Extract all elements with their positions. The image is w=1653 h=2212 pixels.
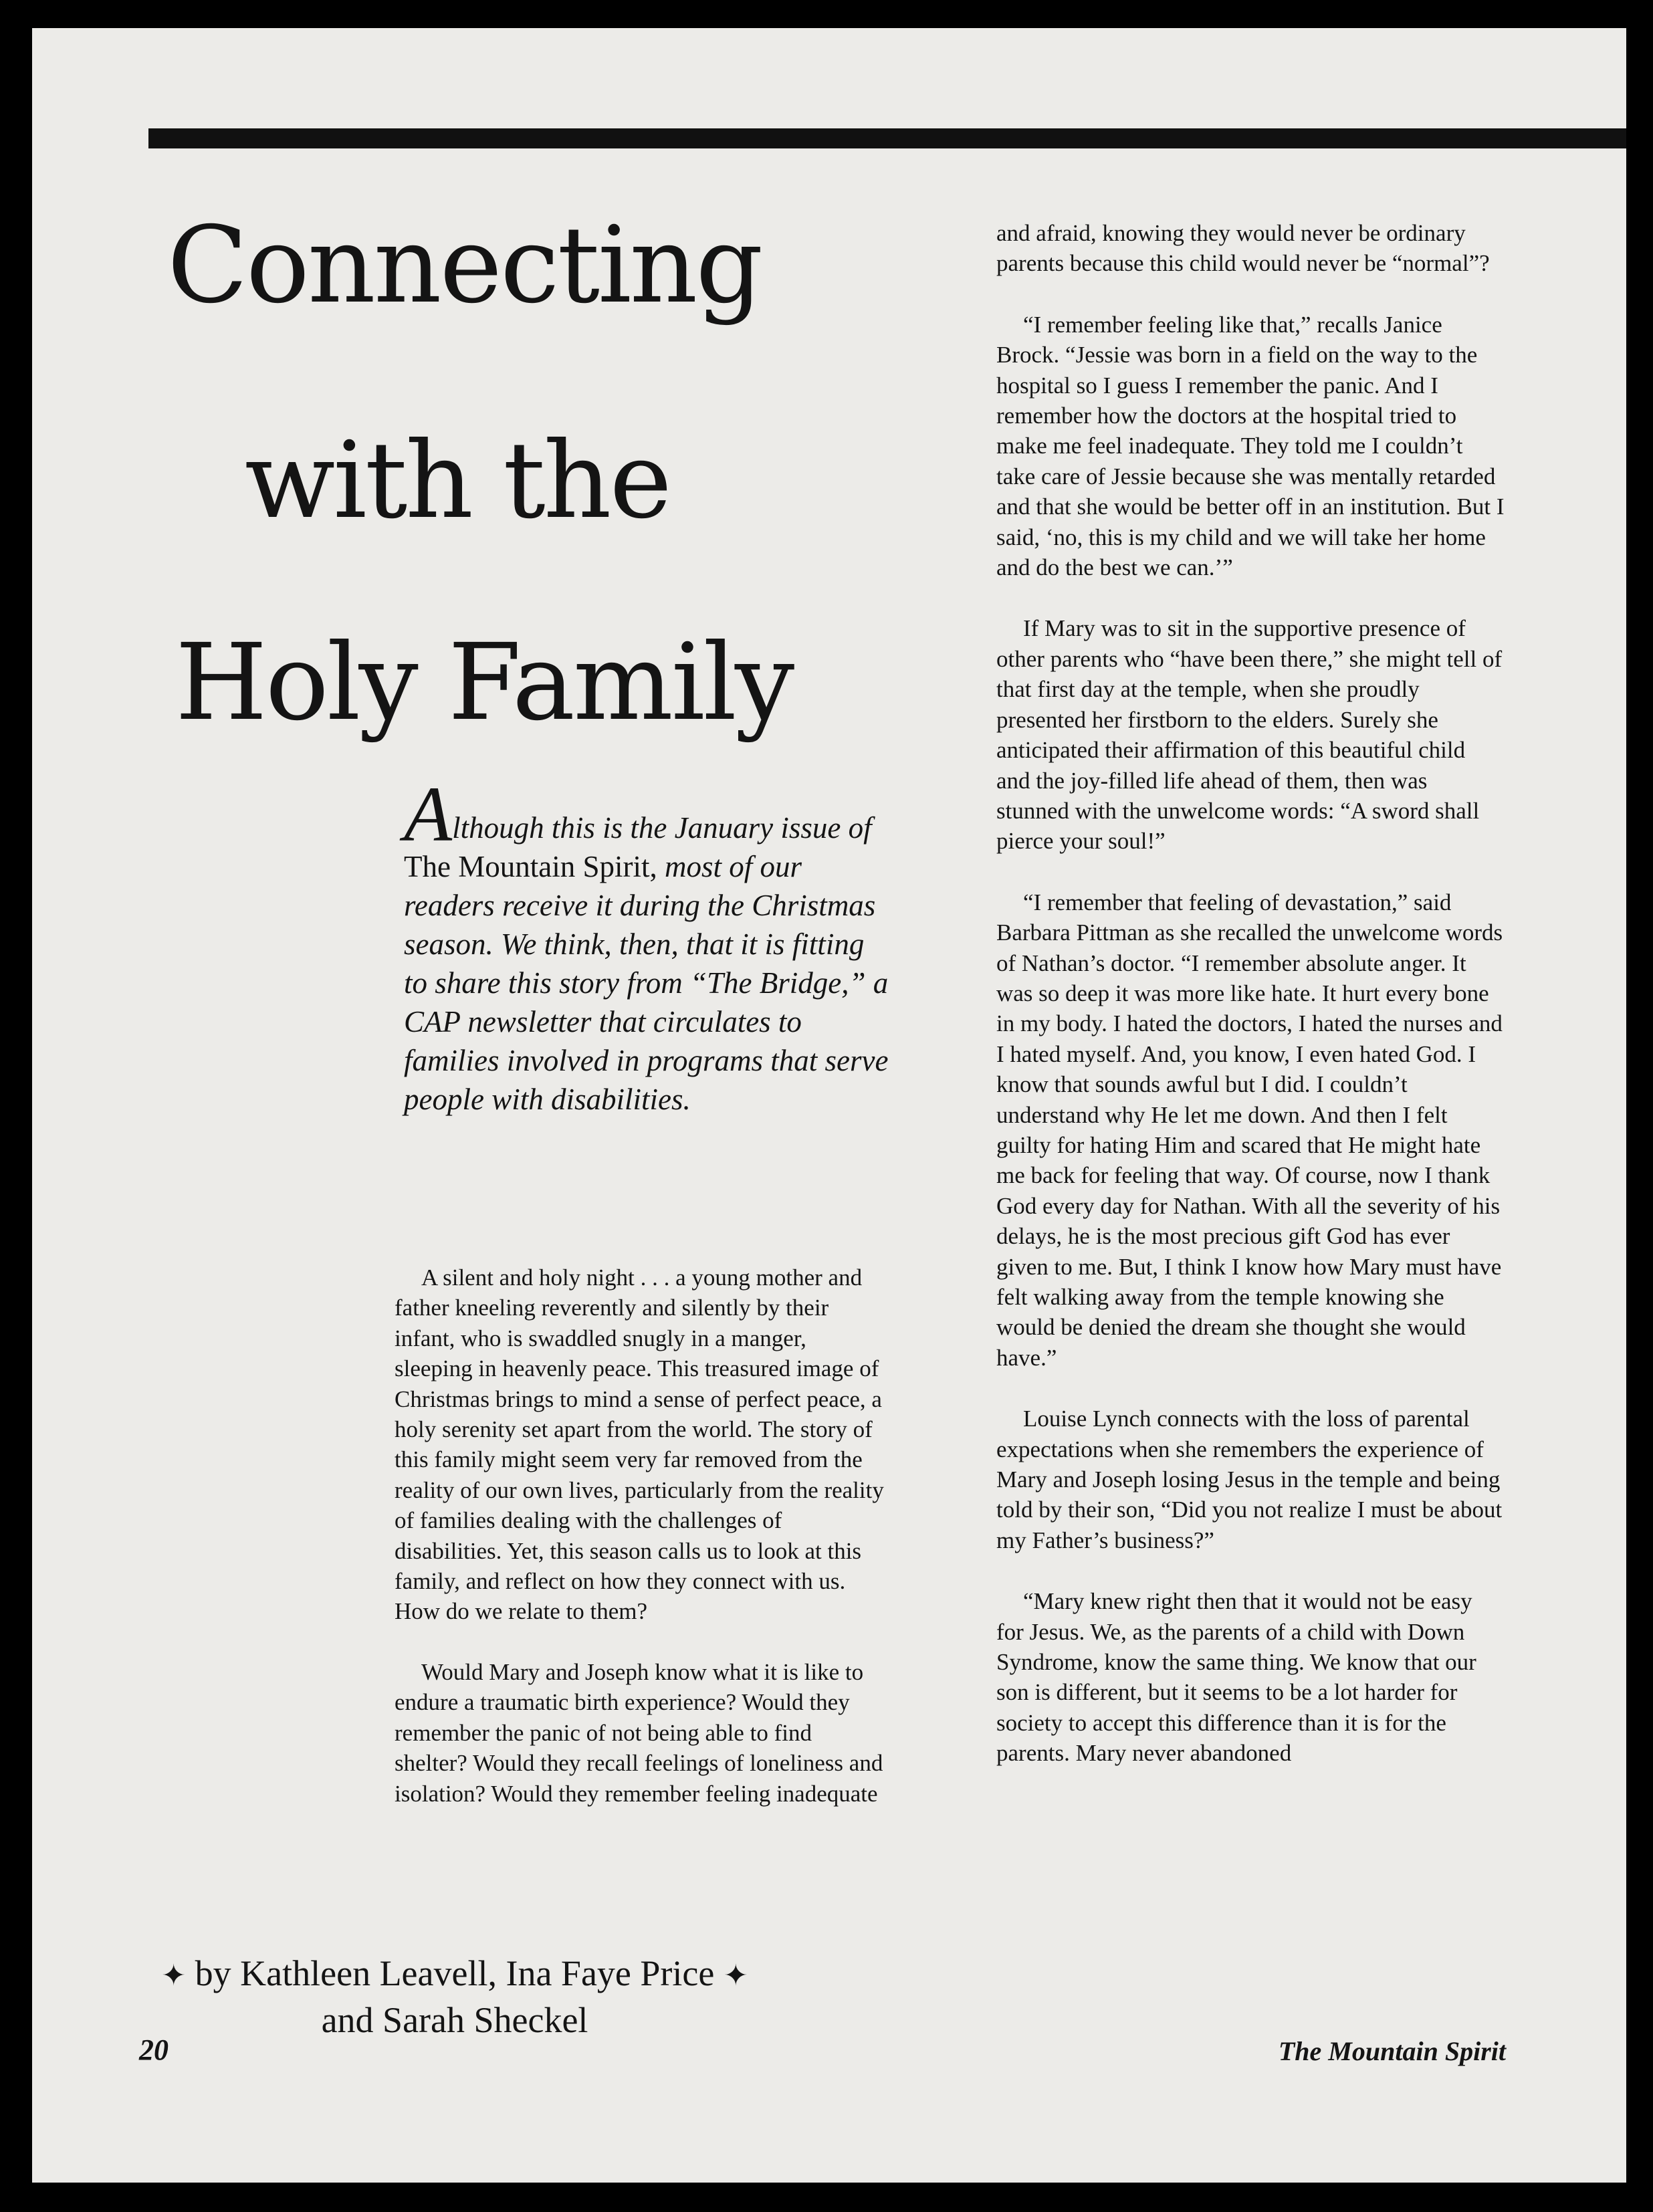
body-paragraph: “I remember feeling like that,” recalls Janice Brock. “Jessie was born in a field on the way to the hospital so I guess I remember the panic. And I remember how the doctors at the hospital tried to make me feel inadequate. They told me I couldn’t take care of Jessie because she was mentally retarded and that she would be better off in an institution. But I said, ‘no, this is my child and we will take her home and do the best we can.’” bbox=[996, 311, 1505, 581]
drop-cap: A bbox=[404, 770, 453, 858]
intro-text-1: lthough this is the January issue of bbox=[452, 811, 872, 845]
body-paragraph: A silent and holy night . . . a young mother and father kneeling reverently and silently by their infant, who is swaddled snugly in a manger, sleeping in heavenly peace. This treasured image of Christmas brings to mind a sense of perfect peace, a holy serenity set apart from the world. The story of this family might seem very far removed from the reality of our own lives, particularly from the reality of families dealing with the challenges of disabilities. Yet, this season calls us to look at this family, and reflect on how they connect with us. How do we relate to them? bbox=[395, 1264, 884, 1625]
body-paragraph: “Mary knew right then that it would not be easy for Jesus. We, as the parents of a child with Down Syndrome, know the same thing. We know that our son is different, but it seems to be a lot harder for society to accept this difference than it is for the parents. Mary never abandoned bbox=[996, 1588, 1476, 1767]
page-number: 20 bbox=[139, 2033, 169, 2066]
star-icon: ✦ bbox=[723, 1959, 748, 1992]
body-column-right bbox=[996, 218, 1505, 1799]
star-icon: ✦ bbox=[161, 1959, 187, 1992]
byline-authors-1: by Kathleen Leavell, Ina Faye Price bbox=[195, 1953, 715, 1993]
header-rule bbox=[148, 128, 1626, 148]
byline-authors-2: and Sarah Sheckel bbox=[321, 2000, 588, 2040]
body-paragraph: “I remember that feeling of devastation,” said Barbara Pittman as she recalled the unwelcome words of Nathan’s doctor. “I remember absolute anger. It was so deep it was more like hate. It hurt every bone in my body. I hated the doctors, I hated the nurses and I hated myself. And, you know, I even hated God. I know that sounds awful but I did. I couldn’t understand why He let me down. And then I felt guilty for hating Him and scared that He might hate me back for feeling that way. Of course, now I thank God every day for Nathan. With all the severity of his delays, he is the most precious gift God has ever given to me. But, I think I know how Mary must have felt walking away from the temple knowing she would be denied the dream she thought she would have.” bbox=[996, 889, 1503, 1371]
title-line-2: with the bbox=[245, 419, 671, 542]
body-paragraph: Louise Lynch connects with the loss of parental expectations when she remembers the experience of Mary and Joseph losing Jesus in the temple and being told by their son, “Did you not realize I must be about my Father’s business?” bbox=[996, 1406, 1503, 1553]
title-line-1: Connecting bbox=[167, 204, 762, 327]
body-paragraph: and afraid, knowing they would never be ordinary parents because this child would never be “normal”? bbox=[996, 220, 1490, 277]
body-paragraph: Would Mary and Joseph know what it is like to endure a traumatic birth experience? Would they remember the panic of not being able to find shelter? Would they recall feelings of loneliness and isolation? Would they remember feeling inadequate bbox=[395, 1658, 883, 1807]
title-line-3: Holy Family bbox=[175, 621, 793, 744]
body-paragraph: If Mary was to sit in the supportive presence of other parents who “have been there,” she might tell of that first day at the temple, when she proudly presented her firstborn to the elders. Surely she anticipated their affirmation of this beautiful child and the joy-filled life ahead of them, then was stunned with the unwelcome words: “A sword shall pierce your soul!” bbox=[996, 615, 1503, 855]
intro-publication-name: The Mountain Spirit, bbox=[404, 850, 657, 883]
running-footer: The Mountain Spirit bbox=[1278, 2036, 1506, 2066]
body-column-middle bbox=[395, 1262, 889, 1839]
intro-paragraph bbox=[404, 770, 892, 1119]
intro-text-2: most of our readers receive it during the Christmas season. We think, then, that it is fitting to share this story from “The Bridge,” a CAP newsletter that circulates to families involved in programs that serve people with disabilities. bbox=[404, 850, 889, 1116]
byline bbox=[100, 1951, 809, 2042]
